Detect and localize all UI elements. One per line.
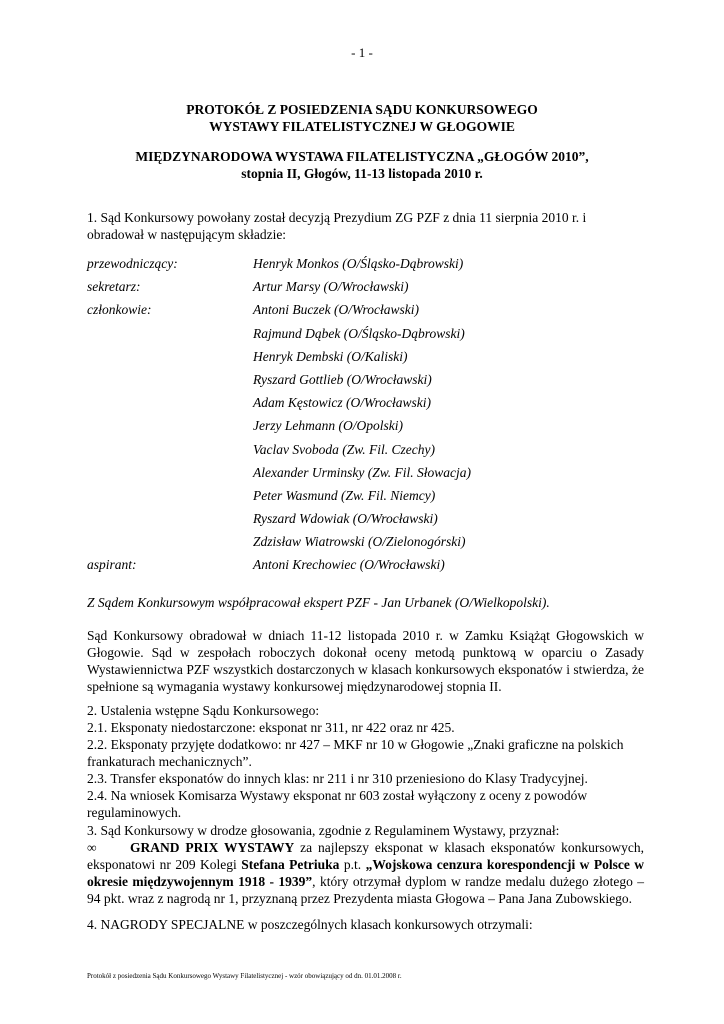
jury-member: Antoni Buczek (O/Wrocławski) bbox=[253, 302, 419, 318]
section-2-item: 2.3. Transfer eksponatów do innych klas: nr 211 i nr 310 przeniesiono do Klasy Tradycyjnej. bbox=[87, 771, 588, 786]
jury-row bbox=[87, 553, 647, 576]
jury-role bbox=[87, 414, 253, 437]
jury-role: członkowie: bbox=[87, 302, 152, 318]
jury-member: Ryszard Gottlieb (O/Wrocławski) bbox=[253, 371, 432, 387]
jury-role bbox=[87, 368, 253, 391]
subtitle-line-2: stopnia II, Głogów, 11-13 listopada 2010 r. bbox=[241, 166, 483, 181]
section-2-item: 2.1. Eksponaty niedostarczone: eksponat nr 311, nr 422 oraz nr 425. bbox=[87, 720, 455, 735]
section-3-heading: 3. Sąd Konkursowy w drodze głosowania, zgodnie z Regulaminem Wystawy, przyznał: bbox=[87, 823, 560, 838]
jury-row bbox=[87, 507, 647, 530]
expert-note: Z Sądem Konkursowym współpracował ekspert PZF - Jan Urbanek (O/Wielkopolski). bbox=[87, 595, 550, 610]
award-text: za najlepszy eksponat w klasach eksponatów konkursowych, eksponatowi nr 209 Kolegi bbox=[87, 840, 644, 872]
title-line-1: PROTOKÓŁ Z POSIEDZENIA SĄDU KONKURSOWEGO bbox=[186, 102, 538, 117]
jury-member: Henryk Dembski (O/Kaliski) bbox=[253, 348, 408, 364]
document-title bbox=[0, 101, 724, 135]
jury-member: Adam Kęstowicz (O/Wrocławski) bbox=[253, 395, 431, 411]
jury-role bbox=[87, 391, 253, 414]
jury-role bbox=[87, 322, 253, 345]
jury-role bbox=[87, 507, 253, 530]
page-number: - 1 - bbox=[351, 45, 373, 60]
section-2-item: 2.2. Eksponaty przyjęte dodatkowo: nr 427 – MKF nr 10 w Głogowie „Znaki graficzne na polskich frankaturach mechanicznych”. bbox=[87, 737, 624, 769]
section-4-paragraph: 4. NAGRODY SPECJALNE w poszczególnych klasach konkursowych otrzymali: bbox=[87, 917, 533, 932]
jury-member: Henryk Monkos (O/Śląsko-Dąbrowski) bbox=[253, 256, 464, 271]
exhibit-title: „Wojskowa cenzura korespondencji w Polsce w okresie międzywojennym 1918 - 1939” bbox=[87, 857, 644, 889]
jury-member: Alexander Urminsky (Zw. Fil. Słowacja) bbox=[253, 464, 471, 480]
page-footer: Protokół z posiedzenia Sądu Konkursowego Wystawy Filatelistycznej - wzór obowiązujący od dn. 01.01.2008 r. bbox=[87, 972, 402, 980]
jury-role: sekretarz: bbox=[87, 279, 141, 295]
title-line-2: WYSTAWY FILATELISTYCZNEJ W GŁOGOWIE bbox=[209, 119, 515, 134]
jury-composition bbox=[87, 252, 647, 577]
jury-member: Vaclav Svoboda (Zw. Fil. Czechy) bbox=[253, 441, 435, 457]
jury-row bbox=[87, 484, 647, 507]
exhibitor-name: Stefana Petriuka bbox=[241, 857, 340, 872]
jury-role: aspirant: bbox=[87, 557, 137, 573]
jury-row bbox=[87, 461, 647, 484]
section-2-heading: 2. Ustalenia wstępne Sądu Konkursowego: bbox=[87, 703, 320, 718]
section-3 bbox=[87, 822, 644, 907]
jury-role: przewodniczący: bbox=[87, 256, 178, 271]
section-1-paragraph: 1. Sąd Konkursowy powołany został decyzją Prezydium ZG PZF z dnia 11 sierpnia 2010 r. i obradował w następującym składzie: bbox=[87, 210, 587, 242]
jury-member: Antoni Krechowiec (O/Wrocławski) bbox=[253, 557, 445, 573]
jury-member: Peter Wasmund (Zw. Fil. Niemcy) bbox=[253, 487, 436, 503]
jury-row bbox=[87, 298, 647, 321]
jury-row bbox=[87, 414, 647, 437]
jury-row bbox=[87, 368, 647, 391]
jury-row bbox=[87, 438, 647, 461]
jury-member: Artur Marsy (O/Wrocławski) bbox=[253, 279, 409, 295]
jury-row bbox=[87, 345, 647, 368]
subtitle-line-1: MIĘDZYNARODOWA WYSTAWA FILATELISTYCZNA „GŁOGÓW 2010”, bbox=[135, 149, 589, 164]
infinity-bullet: ∞ bbox=[87, 840, 97, 855]
jury-role bbox=[87, 484, 253, 507]
jury-member: Zdzisław Wiatrowski (O/Zielonogórski) bbox=[253, 534, 466, 550]
award-text: , który otrzymał dyplom w randze medalu dużego złotego – 94 pkt. wraz z nagrodą nr 1, przyznaną przez Prezydenta miasta Głogowa – Pana Jana Zubowskiego. bbox=[87, 874, 644, 906]
jury-role bbox=[87, 345, 253, 368]
award-name: GRAND PRIX WYSTAWY bbox=[130, 840, 295, 855]
jury-row bbox=[87, 391, 647, 414]
jury-row bbox=[87, 530, 647, 553]
jury-member: Rajmund Dąbek (O/Śląsko-Dąbrowski) bbox=[253, 325, 465, 341]
jury-role bbox=[87, 438, 253, 461]
grand-prix-paragraph bbox=[87, 839, 644, 907]
award-text: p.t. bbox=[339, 857, 366, 872]
jury-member: Ryszard Wdowiak (O/Wrocławski) bbox=[253, 511, 438, 527]
jury-role bbox=[87, 530, 253, 553]
deliberation-paragraph: Sąd Konkursowy obradował w dniach 11-12 listopada 2010 r. w Zamku Książąt Głogowskich w Głogowie. Sąd w zespołach roboczych dokonał oceny metodą punktową w oparciu o Zasady Wystawiennictwa PZF wszystkich dostarczonych w klasach konkursowych eksponatów i stwierdza, że spełnione są wymagania wystawy konkursowej międzynarodowej stopnia II. bbox=[87, 628, 644, 694]
jury-row bbox=[87, 322, 647, 345]
jury-row bbox=[87, 252, 647, 275]
section-2-item: 2.4. Na wniosek Komisarza Wystawy eksponat nr 603 został wyłączony z oceny z powodów regulaminowych. bbox=[87, 788, 588, 820]
section-2 bbox=[87, 702, 644, 821]
jury-role bbox=[87, 461, 253, 484]
jury-row bbox=[87, 275, 647, 298]
document-subtitle bbox=[0, 148, 724, 182]
jury-member: Jerzy Lehmann (O/Opolski) bbox=[253, 418, 403, 434]
